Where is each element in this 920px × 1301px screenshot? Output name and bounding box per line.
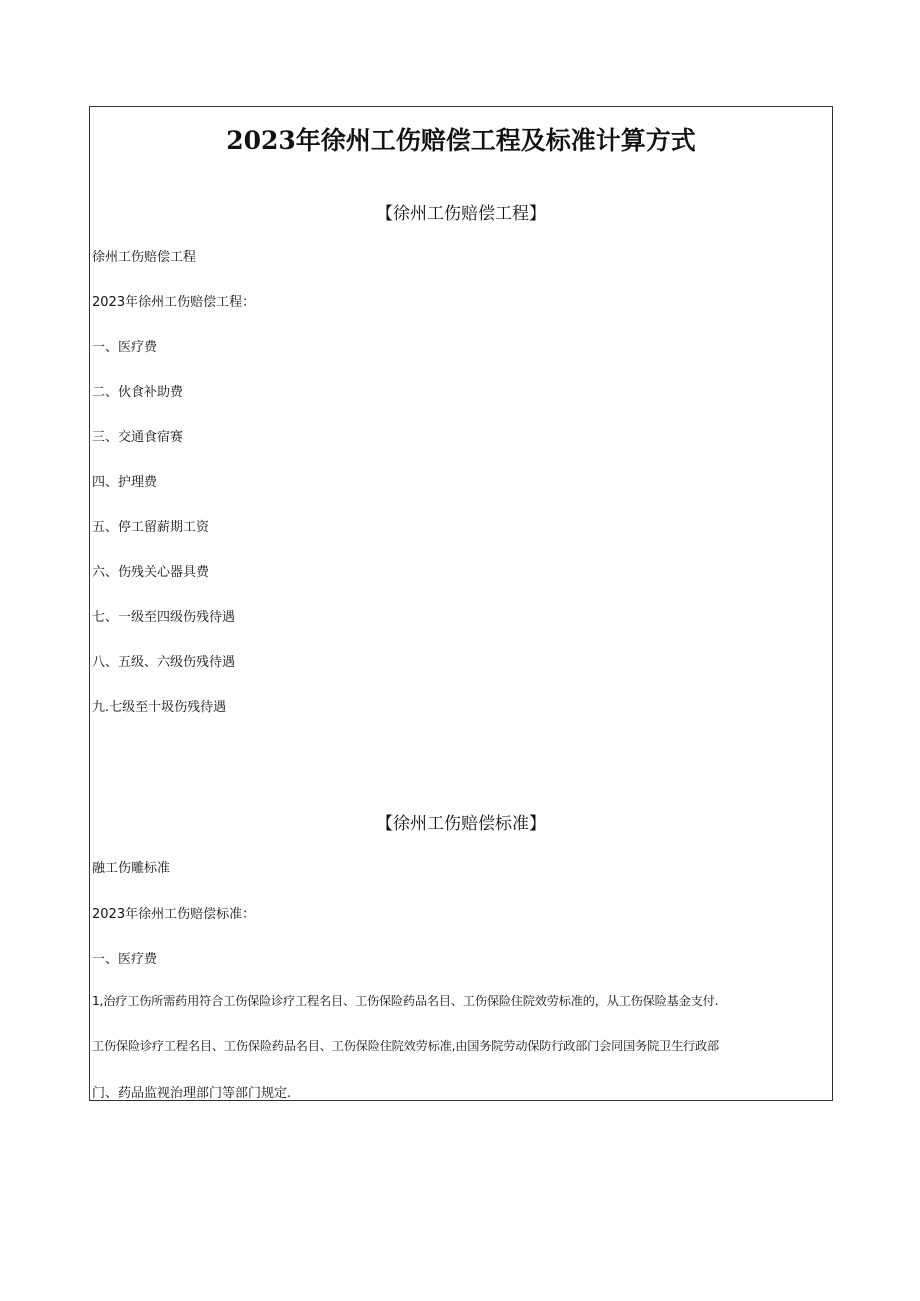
list-item: 融工伤雕标准 (92, 861, 171, 876)
list-item: 一、医疗费 (92, 340, 158, 355)
paragraph-line: 工伤保险诊疗工程名目、工伤保险药品名目、工伤保险住院效劳标准,由国务院劳动保防行政部门会同国务院卫生行政部 (92, 1039, 720, 1053)
list-item: 2023年徐州工伤赔偿标准： (92, 907, 256, 922)
list-item: 四、护理费 (92, 475, 158, 490)
section-heading-items: 【徐州工伤赔偿工程】 (376, 204, 546, 224)
list-item: 七、一级至四级伤残待遇 (92, 610, 236, 625)
list-item: 八、五级、六级伤残待遇 (92, 655, 236, 670)
list-item: 三、交通食宿赛 (92, 430, 184, 445)
list-item: 二、伙食补助费 (92, 385, 184, 400)
paragraph-line: 门、药品监视治理部门等部门规定. (92, 1086, 292, 1101)
document-frame (89, 106, 833, 1101)
list-item: 六、伤残关心器具费 (92, 565, 210, 580)
list-item: 徐州工伤赔偿工程 (92, 250, 197, 265)
list-item: 五、停工留薪期工资 (92, 520, 210, 535)
list-item: 2023年徐州工伤赔偿工程： (92, 295, 256, 310)
document-title: 2023年徐州工伤赔偿工程及标准计算方式 (226, 126, 696, 155)
section-heading-standards: 【徐州工伤赔偿标准】 (376, 814, 546, 834)
list-item: 一、医疗费 (92, 952, 158, 967)
paragraph-line: 1,治疗工伤所需药用符合工伤保险诊疗工程名目、工伤保险药品名目、工伤保险住院效劳标准的，从工伤保险基金支付. (92, 994, 719, 1008)
list-item: 九.七级至十圾伤残待遇 (92, 700, 227, 715)
